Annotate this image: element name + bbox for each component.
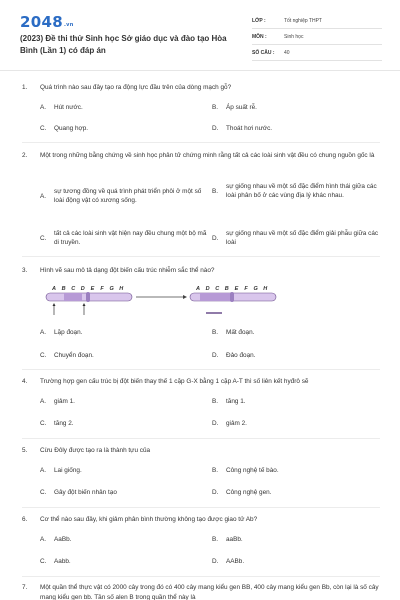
option-d[interactable]: D. sự giống nhau về một số đặc điểm giải phẫu giữa các loài bbox=[212, 230, 379, 246]
gene-label: E bbox=[90, 286, 95, 292]
question-separator bbox=[22, 142, 380, 143]
option-b[interactable]: B. sự giống nhau về một số đặc điểm hình thái giữa các loài phân bố ở các vùng địa lý khác nhau. bbox=[212, 183, 377, 199]
gene-label: B bbox=[61, 286, 66, 292]
page-header bbox=[0, 0, 400, 68]
gene-label: H bbox=[119, 286, 124, 292]
question-5: 5. Cừu Đôly được tạo ra là thành tựu của bbox=[22, 446, 387, 456]
question-3: 3. Hình vẽ sau mô tả dạng đột biến cấu trúc nhiễm sắc thể nào? bbox=[22, 266, 387, 276]
option-a[interactable]: A. Lai giống. bbox=[40, 467, 82, 474]
question-separator bbox=[22, 507, 380, 508]
gene-label: E bbox=[234, 286, 239, 292]
question-separator bbox=[22, 576, 380, 577]
question-6: 6. Cơ thể nào sau đây, khi giảm phân bình thường không tạo được giao tử Ab? bbox=[22, 515, 387, 525]
gene-label: C bbox=[215, 286, 220, 292]
option-d[interactable]: D. giảm 2. bbox=[212, 420, 247, 427]
option-d[interactable]: D. Công nghệ gen. bbox=[212, 489, 272, 496]
highlight-segment bbox=[200, 293, 230, 301]
gene-label: F bbox=[244, 286, 248, 292]
header-divider bbox=[0, 70, 400, 71]
question-separator bbox=[22, 369, 380, 370]
option-b[interactable]: B. Mất đoạn. bbox=[212, 329, 255, 336]
question-text: Cơ thể nào sau đây, khi giảm phân bình thường không tạo được giao tử Ab? bbox=[40, 516, 258, 523]
gene-label: A bbox=[196, 286, 200, 292]
question-text: Một trong những bằng chứng về sinh học phân tử chứng minh rằng tất cả các loài sinh vật đều có chung nguồn gốc là bbox=[40, 152, 375, 159]
centromere bbox=[86, 292, 90, 302]
option-a[interactable]: A. giảm 1. bbox=[40, 398, 75, 405]
option-c[interactable]: C. Aabb. bbox=[40, 558, 71, 565]
question-1: 1. Quá trình nào sau đây tạo ra động lực đầu trên của dòng mạch gỗ? bbox=[22, 83, 387, 93]
gene-label: G bbox=[109, 286, 114, 292]
transform-arrow bbox=[136, 295, 187, 299]
question-text: Cừu Đôly được tạo ra là thành tựu của bbox=[40, 447, 151, 454]
option-b[interactable]: B. tăng 1. bbox=[212, 398, 246, 405]
question-7: 7. Một quần thể thực vật có 2000 cây trong đó có 400 cây mang kiểu gen BB, 400 cây mang kiểu gen Bb, còn lại là số cây mang kiểu gen bb. Tần số alen B trong quần thể này là bbox=[22, 583, 387, 600]
option-b[interactable]: B. Áp suất rễ. bbox=[212, 104, 257, 111]
option-c[interactable]: C. tăng 2. bbox=[40, 420, 74, 427]
option-a[interactable]: A. Hút nước. bbox=[40, 104, 83, 111]
gene-label: H bbox=[263, 286, 268, 292]
meta-count-row: SỐ CÂU : 40 bbox=[252, 45, 382, 61]
option-d[interactable]: D. AABb. bbox=[212, 558, 245, 565]
centromere bbox=[230, 292, 234, 302]
gene-label: A bbox=[52, 286, 56, 292]
document-title: (2023) Đề thi thử Sinh học Sở giáo dục và đào tạo Hòa Bình (Lần 1) có đáp án bbox=[20, 34, 227, 55]
option-d[interactable]: D. Thoát hơi nước. bbox=[212, 125, 273, 132]
chromosome-before bbox=[46, 286, 132, 302]
question-separator bbox=[22, 438, 380, 439]
question-2: 2. Một trong những bằng chứng về sinh học phân tử chứng minh rằng tất cả các loài sinh vật đều có chung nguồn gốc là bbox=[22, 151, 387, 161]
question-separator bbox=[22, 256, 380, 257]
exam-meta bbox=[252, 13, 382, 61]
site-logo[interactable]: 2048.vn bbox=[20, 13, 74, 31]
question-text: Một quần thể thực vật có 2000 cây trong đó có 400 cây mang kiểu gen BB, 400 cây mang kiểu gen Bb, còn lại là số cây mang kiểu gen bb. Tần số alen B trong quần thể này là bbox=[40, 584, 379, 600]
option-a[interactable]: A. AaBb. bbox=[40, 536, 72, 543]
option-d[interactable]: D. Đảo đoạn. bbox=[212, 352, 256, 359]
question-text: Quá trình nào sau đây tạo ra động lực đầu trên của dòng mạch gỗ? bbox=[40, 84, 232, 91]
meta-subject-row: MÔN : Sinh học bbox=[252, 29, 382, 45]
gene-label: G bbox=[253, 286, 258, 292]
question-text: Hình vẽ sau mô tả dạng đột biến cấu trúc nhiễm sắc thể nào? bbox=[40, 267, 215, 274]
chromosome-diagram bbox=[44, 283, 284, 323]
option-c[interactable]: C. Chuyển đoạn. bbox=[40, 352, 94, 359]
option-b[interactable]: B. Công nghệ tế bào. bbox=[212, 467, 279, 474]
gene-label: C bbox=[71, 286, 76, 292]
option-a[interactable]: A. Lặp đoạn. bbox=[40, 329, 83, 336]
gene-label: D bbox=[80, 286, 85, 292]
option-a[interactable]: A. sự tương đồng về quá trình phát triển phôi ở một số loài động vật có xương sống. bbox=[40, 188, 202, 204]
question-4: 4. Trường hợp gen cấu trúc bị đột biến thay thế 1 cặp G-X bằng 1 cặp A-T thì số liên kết hyđrô sẽ bbox=[22, 377, 387, 387]
chromosome-after bbox=[190, 286, 276, 313]
highlight-segment bbox=[64, 293, 82, 301]
meta-class-row: LỚP : Tốt nghiệp THPT bbox=[252, 13, 382, 29]
gene-label: F bbox=[100, 286, 104, 292]
option-c[interactable]: C. Gây đột biến nhân tạo bbox=[40, 489, 117, 496]
gene-label: D bbox=[205, 286, 210, 292]
option-c[interactable]: C. Quang hợp. bbox=[40, 125, 89, 132]
option-c[interactable]: C. tất cả các loài sinh vật hiện nay đều chung một bộ mã di truyền. bbox=[40, 230, 207, 246]
break-point-arrows bbox=[53, 303, 86, 315]
option-b[interactable]: B. aaBb. bbox=[212, 536, 243, 543]
gene-label: B bbox=[224, 286, 229, 292]
question-text: Trường hợp gen cấu trúc bị đột biến thay thế 1 cặp G-X bằng 1 cặp A-T thì số liên kết hyđrô sẽ bbox=[40, 378, 309, 385]
